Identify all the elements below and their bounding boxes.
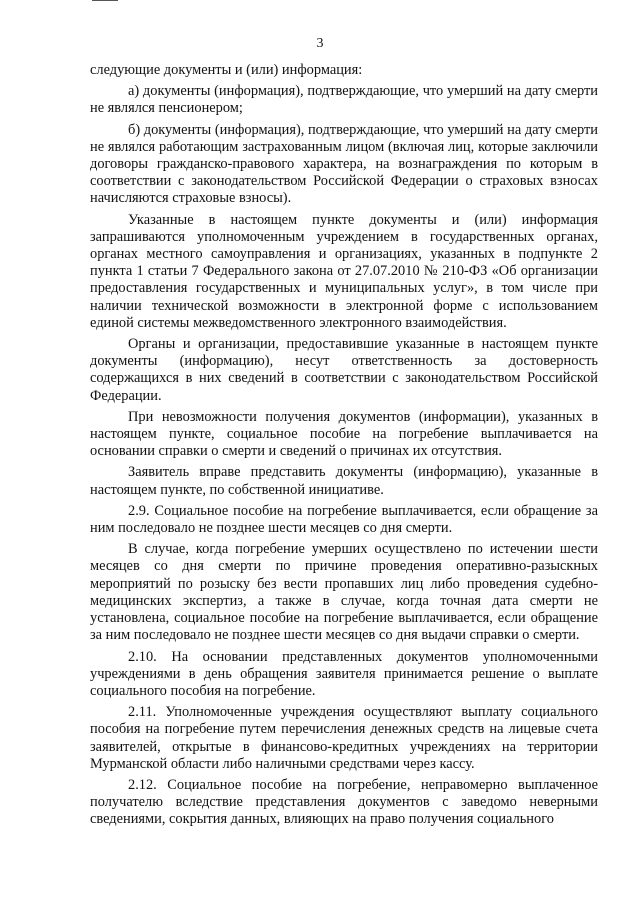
paragraph-2-9-exception: В случае, когда погребение умерших осуществлено по истечении шести месяцев со дня смерти по причине проведения оперативно-разыскных мероприятий по розыску без вести пропавших лиц либо проведения судебно-медицинских экспертиз, а также в случае, когда точная дата смерти не установлена, социальное пособие на погребение выплачивается, если обращение за ним последовало не позднее шести месяцев со дня выдачи справки о смерти.	[90, 541, 598, 644]
paragraph-2-10: 2.10. На основании представленных документов уполномоченными учреждениями в день обращения заявителя принимается решение о выплате социального пособия на погребение.	[90, 648, 598, 699]
paragraph-2-9: 2.9. Социальное пособие на погребение выплачивается, если обращение за ним последовало не позднее шести месяцев со дня смерти.	[90, 502, 598, 537]
paragraph-applicant-right: Заявитель вправе представить документы (информацию), указанные в настоящем пункте, по собственной инициативе.	[90, 464, 598, 498]
paragraph-item-a: а) документы (информация), подтверждающие, что умерший на дату смерти не являлся пенсионером;	[90, 83, 598, 117]
paragraph-2-11: 2.11. Уполномоченные учреждения осуществляют выплату социального пособия на погребение путем перечисления денежных средств на лицевые счета заявителей, открытые в финансово-кредитных учреждениях на территории Мурманской области либо наличными средствами через кассу.	[90, 704, 598, 772]
scan-edge-mark	[92, 0, 118, 1]
paragraph-intro: следующие документы и (или) информация:	[90, 62, 363, 78]
paragraph-requests: Указанные в настоящем пункте документы и (или) информация запрашиваются уполномоченным учреждением в государственных органах, органах местного самоуправления и организациях, указанных в подпункте 2 пункта 1 статьи 7 Федерального закона от 27.07.2010 № 210-ФЗ «Об организации предоставления государственных и муниципальных услуг», в том числе при наличии технической возможности в электронной форме с использованием единой системы межведомственного электронного взаимодействия.	[90, 211, 598, 331]
page-number: 3	[316, 36, 324, 51]
paragraph-responsibility: Органы и организации, предоставившие указанные в настоящем пункте документы (информацию), несут ответственность за достоверность содержащихся в них сведений в соответствии с законодательством Российской Федерации.	[90, 336, 598, 404]
paragraph-2-12: 2.12. Социальное пособие на погребение, неправомерно выплаченное получателю вследствие представления документов с заведомо неверными сведениями, сокрытия данных, влияющих на право получения социального	[90, 776, 598, 828]
paragraph-impossibility: При невозможности получения документов (информации), указанных в настоящем пункте, социальное пособие на погребение выплачивается на основании справки о смерти и сведений о причинах их отсутствия.	[90, 408, 598, 460]
document-body	[90, 62, 598, 829]
paragraph-item-b: б) документы (информация), подтверждающие, что умерший на дату смерти не являлся работающим застрахованным лицом (включая лиц, которые заключили договоры гражданско-правового характера, на вознаграждения по которым в соответствии с законодательством Российской Федерации о страховых взносах начисляются страховые взносы).	[90, 121, 598, 207]
